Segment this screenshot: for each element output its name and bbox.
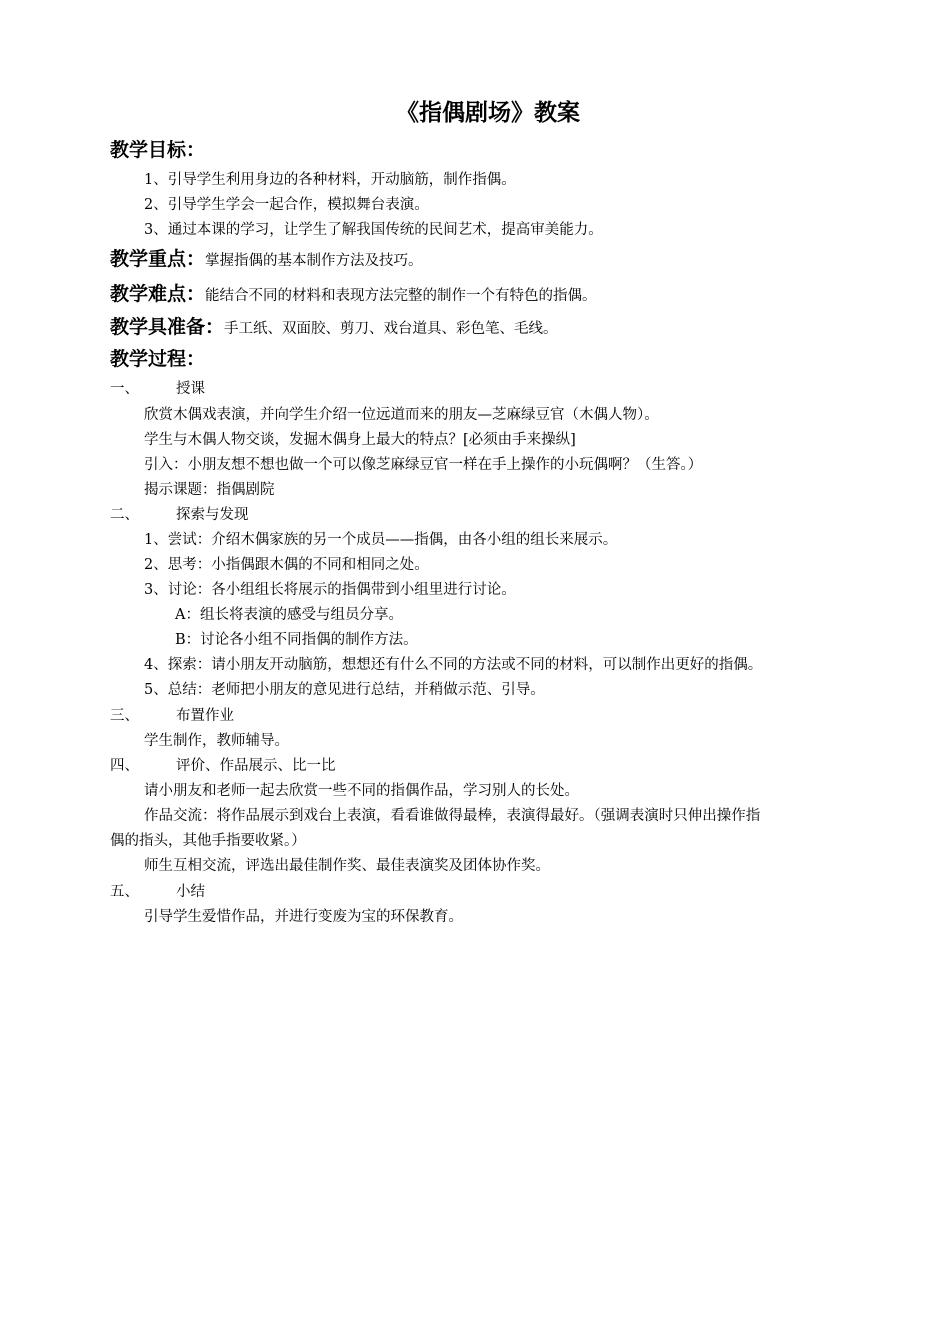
difficulty-text: 能结合不同的材料和表现方法完整的制作一个有特色的指偶。 xyxy=(205,288,597,304)
key-point-row xyxy=(110,246,423,274)
objectives-heading: 教学目标： xyxy=(110,139,206,161)
section-line: 3、讨论：各小组组长将展示的指偶带到小组里进行讨论。 xyxy=(144,582,516,598)
section-title: 评价、作品展示、比一比 xyxy=(176,758,336,774)
section-line: 引入：小朋友想不想也做一个可以像芝麻绿豆官一样在手上操作的小玩偶啊？（生答。） xyxy=(144,457,703,473)
document-title: 《指偶剧场》教案 xyxy=(396,100,580,126)
section-number: 四、 xyxy=(110,758,139,774)
difficulty-heading: 教学难点： xyxy=(110,283,206,305)
section-line: 揭示课题：指偶剧院 xyxy=(144,482,275,498)
section-title: 小结 xyxy=(176,884,205,900)
section-line: 学生制作，教师辅导。 xyxy=(144,733,289,749)
section-line: 引导学生爱惜作品，并进行变废为宝的环保教育。 xyxy=(144,909,463,925)
materials-text: 手工纸、双面胶、剪刀、戏台道具、彩色笔、毛线。 xyxy=(224,321,558,337)
section-title: 探索与发现 xyxy=(176,507,249,523)
section-line: 师生互相交流，评选出最佳制作奖、最佳表演奖及团体协作奖。 xyxy=(144,858,550,874)
section-subline: A：组长将表演的感受与组员分享。 xyxy=(175,607,403,623)
process-heading: 教学过程： xyxy=(110,348,206,370)
section-line: 2、思考：小指偶跟木偶的不同和相同之处。 xyxy=(144,557,429,573)
section-subline: B：讨论各小组不同指偶的制作方法。 xyxy=(175,632,418,648)
materials-row xyxy=(110,314,558,342)
difficulty-row xyxy=(110,281,597,309)
objectives-heading-row xyxy=(110,137,205,164)
section-line: 5、总结：老师把小朋友的意见进行总结，并稍做示范、引导。 xyxy=(144,682,545,698)
section-number: 一、 xyxy=(110,381,139,397)
section-line: 1、尝试：介绍木偶家族的另一个成员——指偶，由各小组的组长来展示。 xyxy=(144,532,618,548)
section-title: 布置作业 xyxy=(176,708,234,724)
materials-heading: 教学具准备： xyxy=(110,316,225,338)
process-heading-row xyxy=(110,346,205,373)
section-line-continued: 偶的指头，其他手指要收紧。） xyxy=(110,833,306,849)
objective-item: 3、通过本课的学习，让学生了解我国传统的民间艺术，提高审美能力。 xyxy=(144,222,603,238)
section-line: 欣赏木偶戏表演，并向学生介绍一位远道而来的朋友—芝麻绿豆官（木偶人物）。 xyxy=(144,407,659,423)
section-title: 授课 xyxy=(176,381,205,397)
objective-item: 2、引导学生学会一起合作，模拟舞台表演。 xyxy=(144,197,429,213)
objective-item: 1、引导学生利用身边的各种材料，开动脑筋，制作指偶。 xyxy=(144,172,516,188)
section-line: 4、探索：请小朋友开动脑筋，想想还有什么不同的方法或不同的材料，可以制作出更好的指偶。 xyxy=(144,657,763,673)
section-number: 二、 xyxy=(110,507,139,523)
section-line: 作品交流：将作品展示到戏台上表演，看看谁做得最棒，表演得最好。（强调表演时只伸出操作指 xyxy=(144,808,761,824)
section-line: 请小朋友和老师一起去欣赏一些不同的指偶作品，学习别人的长处。 xyxy=(144,783,579,799)
key-point-text: 掌握指偶的基本制作方法及技巧。 xyxy=(205,253,423,269)
section-number: 五、 xyxy=(110,884,139,900)
section-line: 学生与木偶人物交谈，发掘木偶身上最大的特点？[必须由手来操纵] xyxy=(144,432,576,448)
key-point-heading: 教学重点： xyxy=(110,248,206,270)
section-number: 三、 xyxy=(110,708,139,724)
